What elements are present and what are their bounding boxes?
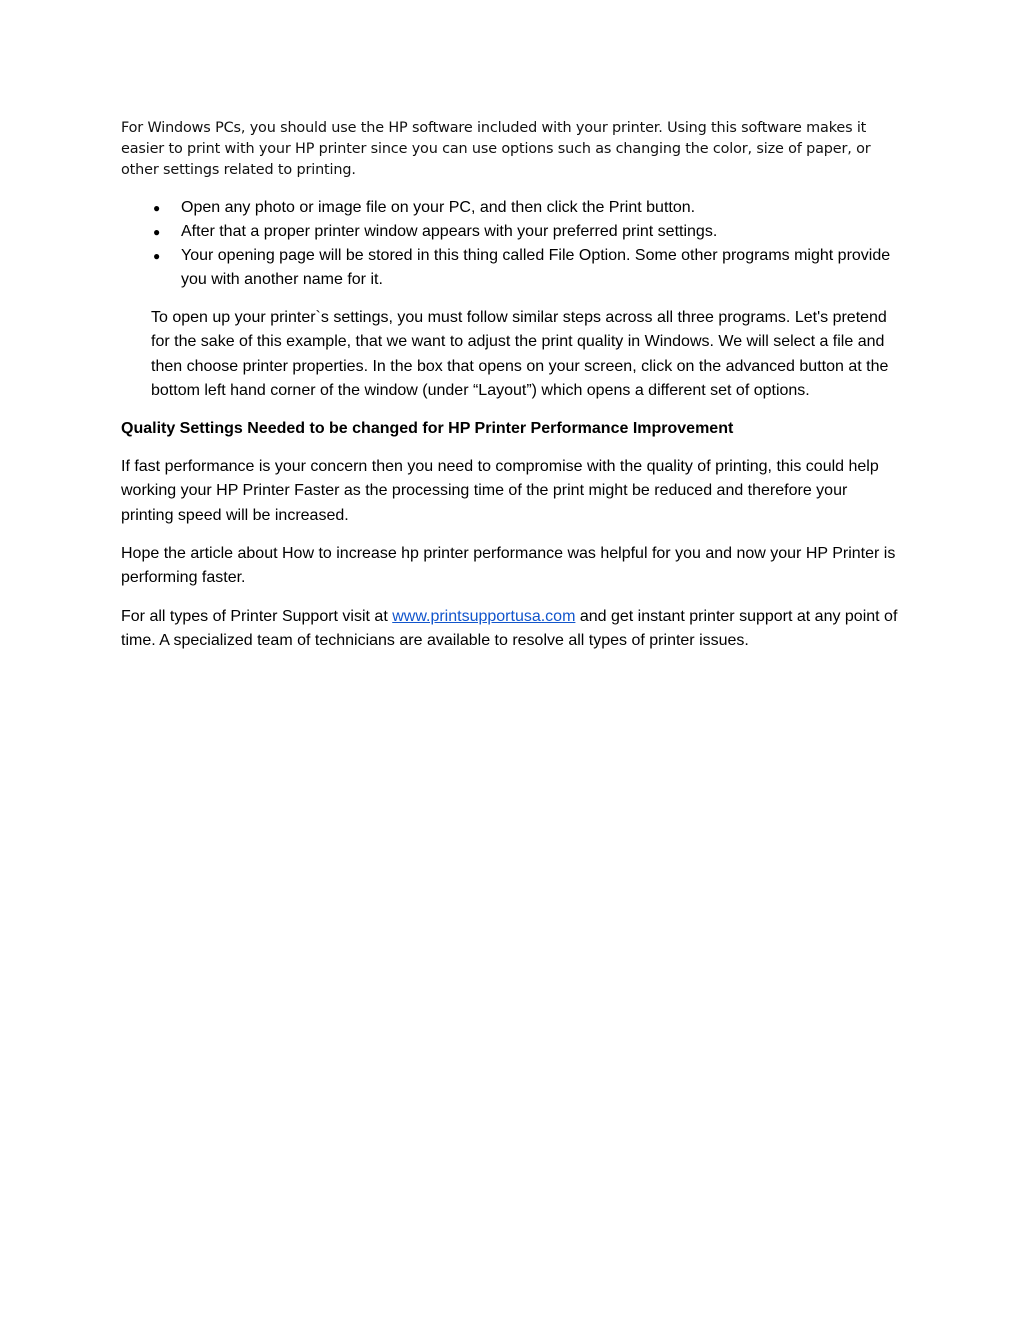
- list-item: [121, 244, 903, 292]
- support-text-after: and get instant printer support at any point of time. A specialized team of technicians are available to resolve all types of printer issues.: [121, 607, 898, 649]
- list-item-text: Open any photo or image file on your PC, and then click the Print button.: [181, 199, 696, 216]
- hope-paragraph: Hope the article about How to increase hp printer performance was helpful for you and now your HP Printer is performing faster.: [121, 545, 896, 587]
- list-item-text: Your opening page will be stored in this thing called File Option. Some other programs might provide you with another name for it.: [181, 247, 891, 288]
- support-paragraph: [121, 605, 903, 654]
- bullet-icon: ●: [153, 225, 161, 239]
- settings-paragraph: To open up your printer`s settings, you must follow similar steps across all three programs. Let's pretend for the sake of this example, that we want to adjust the print quality in Windows. We will select a file and then choose printer properties. In the box that opens on your screen, click on the advanced button at the bottom left hand corner of the window (under “Layout”) which opens a different set of options.: [151, 309, 889, 399]
- list-item-text: After that a proper printer window appears with your preferred print settings.: [181, 223, 718, 240]
- support-text-before: For all types of Printer Support visit at: [121, 607, 393, 625]
- performance-paragraph: If fast performance is your concern then you need to compromise with the quality of printing, this could help working your HP Printer Faster as the processing time of the print might be reduced and therefore your printing speed will be increased.: [121, 458, 879, 524]
- bullet-icon: ●: [153, 201, 161, 215]
- section-heading: Quality Settings Needed to be changed for HP Printer Performance Improvement: [121, 420, 734, 438]
- intro-paragraph: For Windows PCs, you should use the HP software included with your printer. Using this software makes it easier to print with your HP printer since you can use options such as changing the color, size of paper, or other settings related to printing.: [121, 120, 871, 178]
- steps-list: [121, 196, 903, 292]
- document-body: [121, 118, 903, 667]
- list-item: [121, 220, 903, 244]
- bullet-icon: ●: [153, 249, 161, 263]
- list-item: [121, 196, 903, 220]
- support-link[interactable]: www.printsupportusa.com: [392, 607, 576, 625]
